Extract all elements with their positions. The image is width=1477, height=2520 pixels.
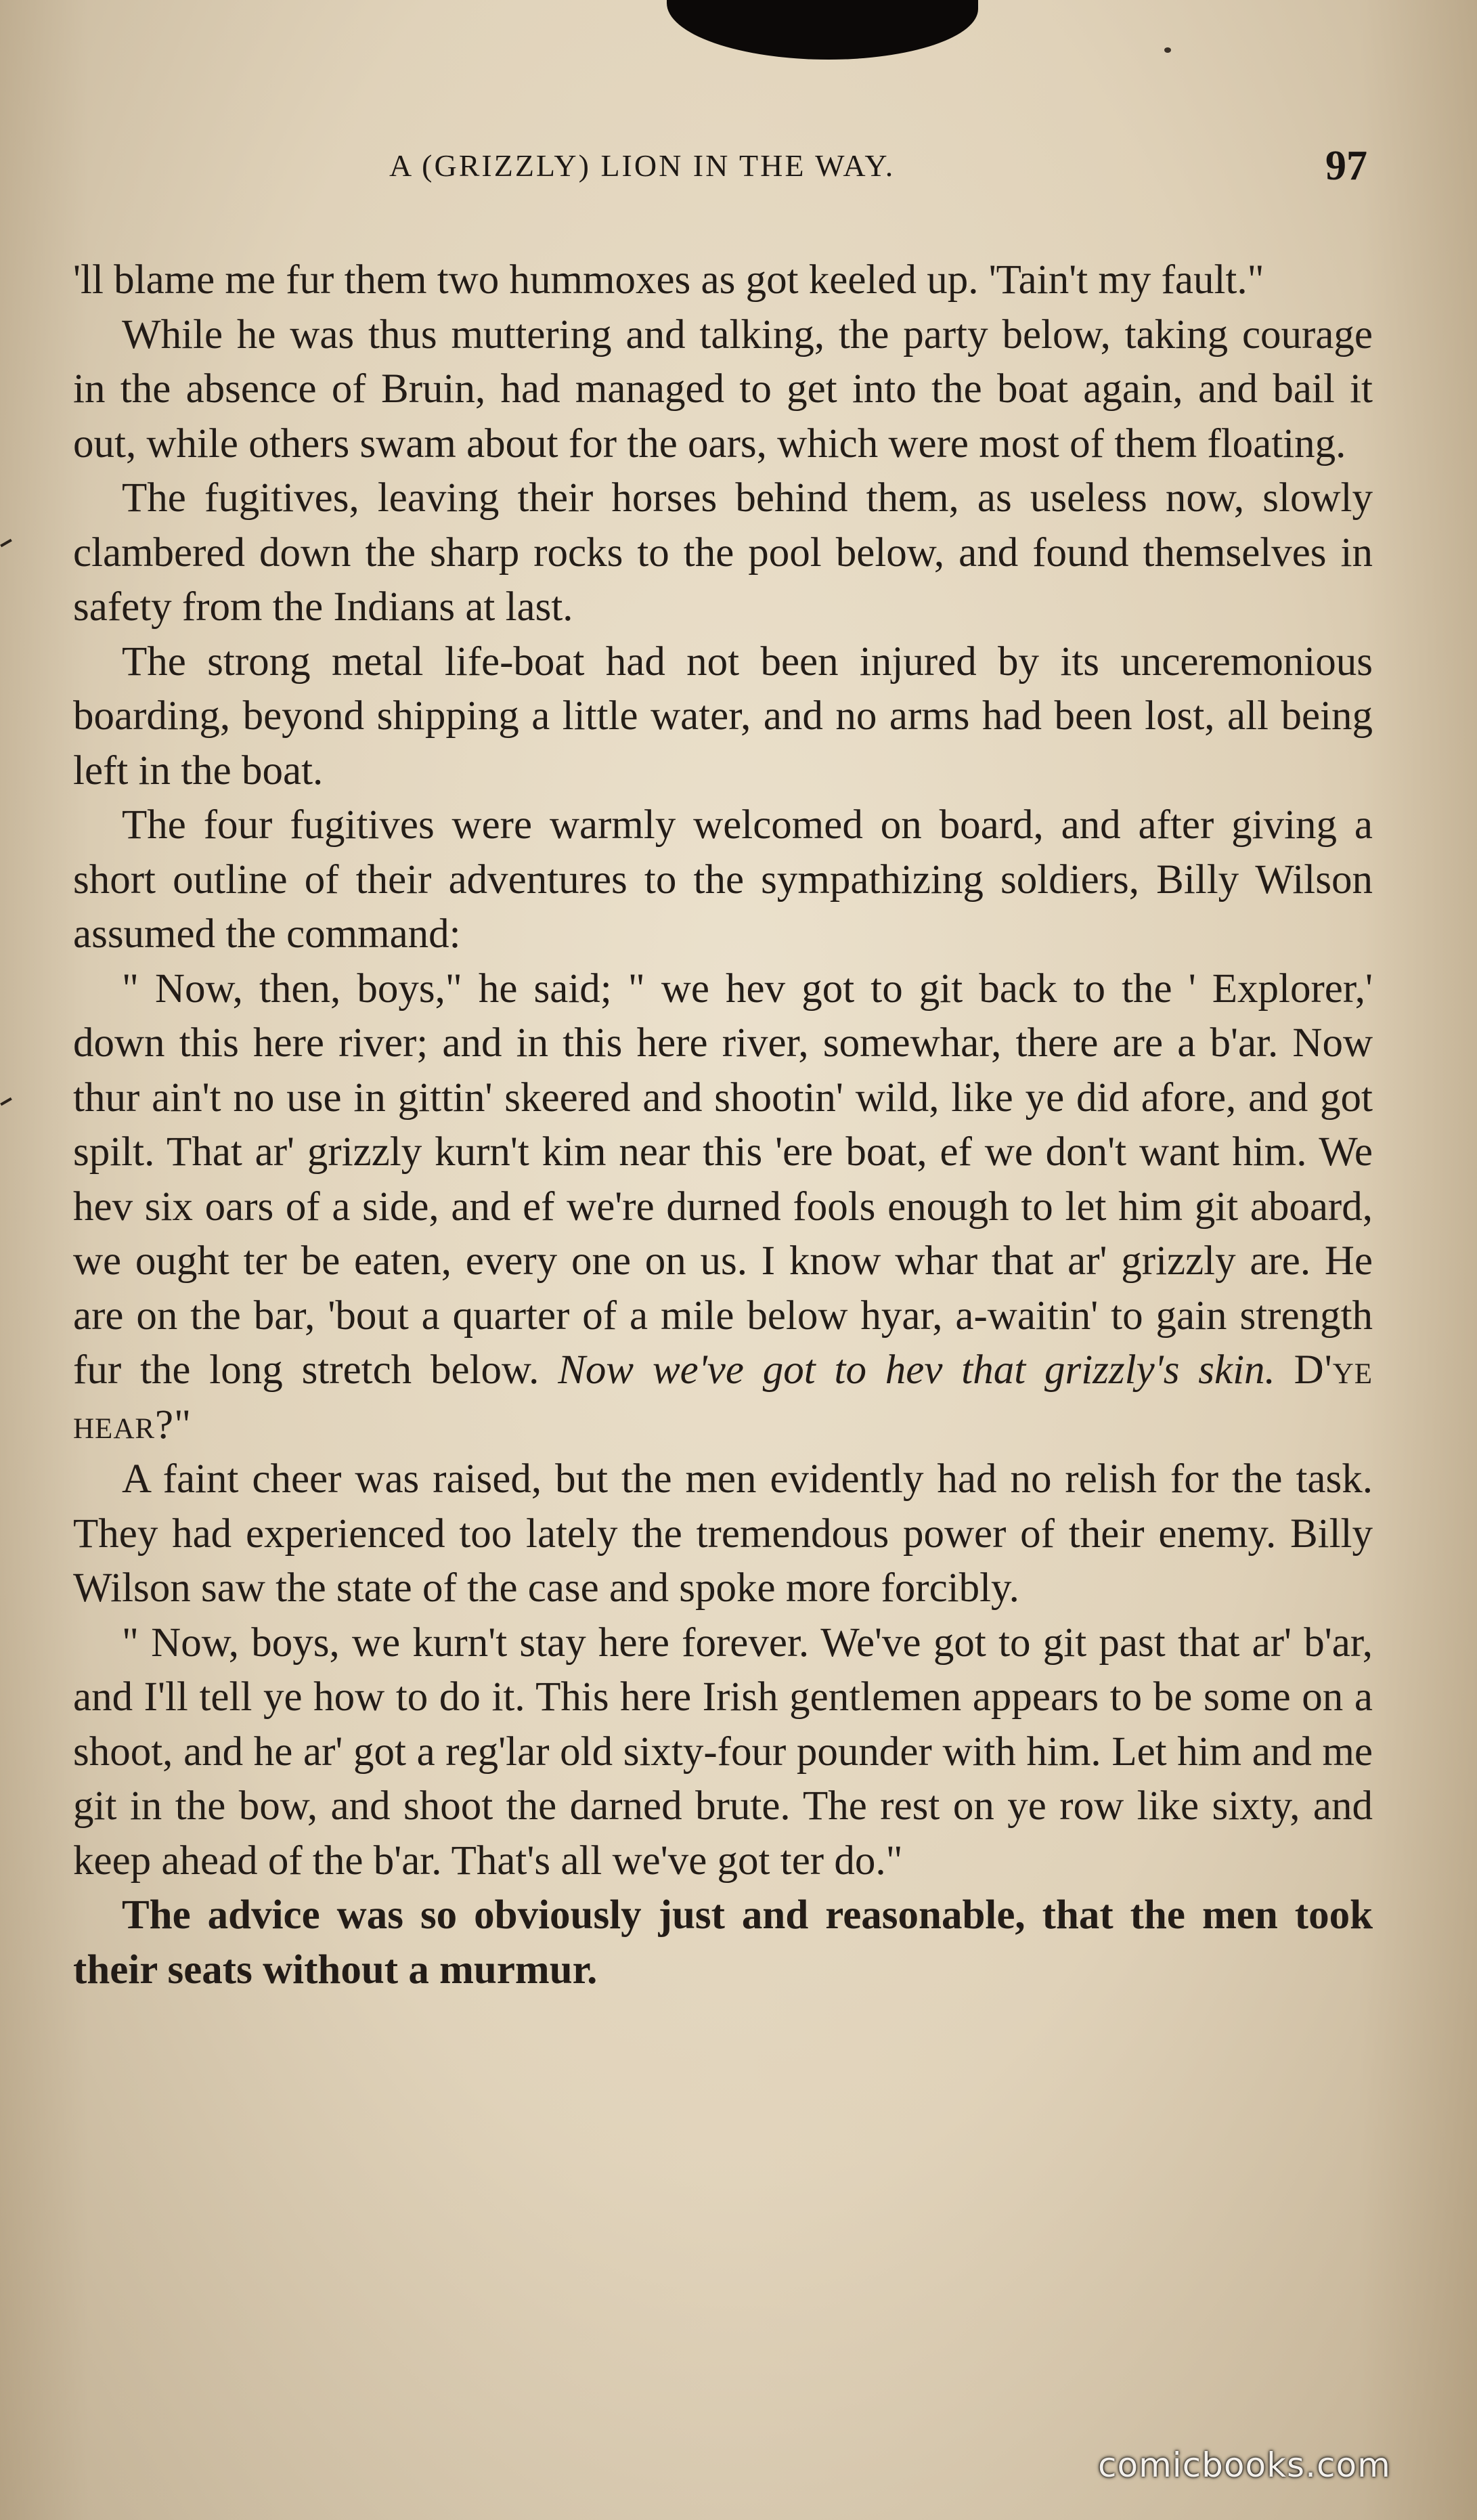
watermark: comicbooks.com [1098, 2446, 1391, 2485]
paragraph: The fugitives, leaving their horses behind them, as useless now, slowly clambered down the sharp rocks to the pool below, and found themselves in safety from the Indians at last. [73, 475, 1373, 630]
speech-italic: Now we've got to hev that grizzly's skin. [558, 1347, 1275, 1393]
speech-text: " Now, then, boys," he said; " we hev got to git back to the ' Explorer,' down this here river; and in this here river, somewhar, there are a b'ar. Now thur ain't no use in gittin' skeered and shootin' wild, like ye did afore, and got spilt. That ar' grizzly kurn't kim near this 'ere boat, ef we don't want him. We hev six oars of a side, and ef we're durned fools enough to let him git aboard, we ought ter be eaten, every one on us. I know whar that ar' grizzly are. He are on the bar, 'bout a quarter of a mile below hyar, a-waitin' to gain strength fur the long stretch below. [73, 965, 1373, 1393]
paragraph: " Now, boys, we kurn't stay here forever. We've got to git past that ar' b'ar, and I'll tell ye how to do it. This here Irish gentlemen appears to be some on a shoot, and he ar' got a reg'lar old sixty-four pounder with him. Let him and me git in the bow, and shoot the darned brute. The rest on ye row like sixty, and keep ahead of the b'ar. That's all we've got ter do." [73, 1620, 1373, 1884]
edge-mark [0, 1098, 12, 1106]
paragraph: A faint cheer was raised, but the men evidently had no relish for the task. They had experienced too lately the tremendous power of their enemy. Billy Wilson saw the state of the case and spoke more forcibly. [73, 1456, 1373, 1611]
paragraph-speech [73, 962, 1373, 1453]
body-text [73, 253, 1373, 1997]
paragraph: The four fugitives were warmly welcomed on board, and after giving a short outline of their adventures to the sympathizing soldiers, Billy Wilson assumed the command: [73, 802, 1373, 957]
speech-close-quote: " [174, 1402, 192, 1448]
paper-speck [1164, 47, 1171, 53]
page-number: 97 [1325, 143, 1367, 189]
running-head: A (GRIZZLY) LION IN THE WAY. [389, 148, 896, 183]
edge-mark [0, 539, 12, 547]
paragraph: The strong metal life-boat had not been injured by its unceremonious boarding, beyond shipping a little water, and no arms had been lost, all being left in the boat. [73, 638, 1373, 794]
paragraph: The advice was so obviously just and reasonable, that the men took their seats without a murmur. [73, 1892, 1373, 1993]
paragraph: While he was thus muttering and talking, the party below, taking courage in the absence of Bruin, had managed to get into the boat again, and bail it out, while others swam about for the oars, which were most of them floating. [73, 311, 1373, 466]
torn-hole [667, 0, 978, 60]
paragraph: 'll blame me fur them two hummoxes as got keeled up. 'Tain't my fault." [73, 257, 1264, 303]
speech-smallcaps: D'ye hear? [73, 1347, 1373, 1448]
